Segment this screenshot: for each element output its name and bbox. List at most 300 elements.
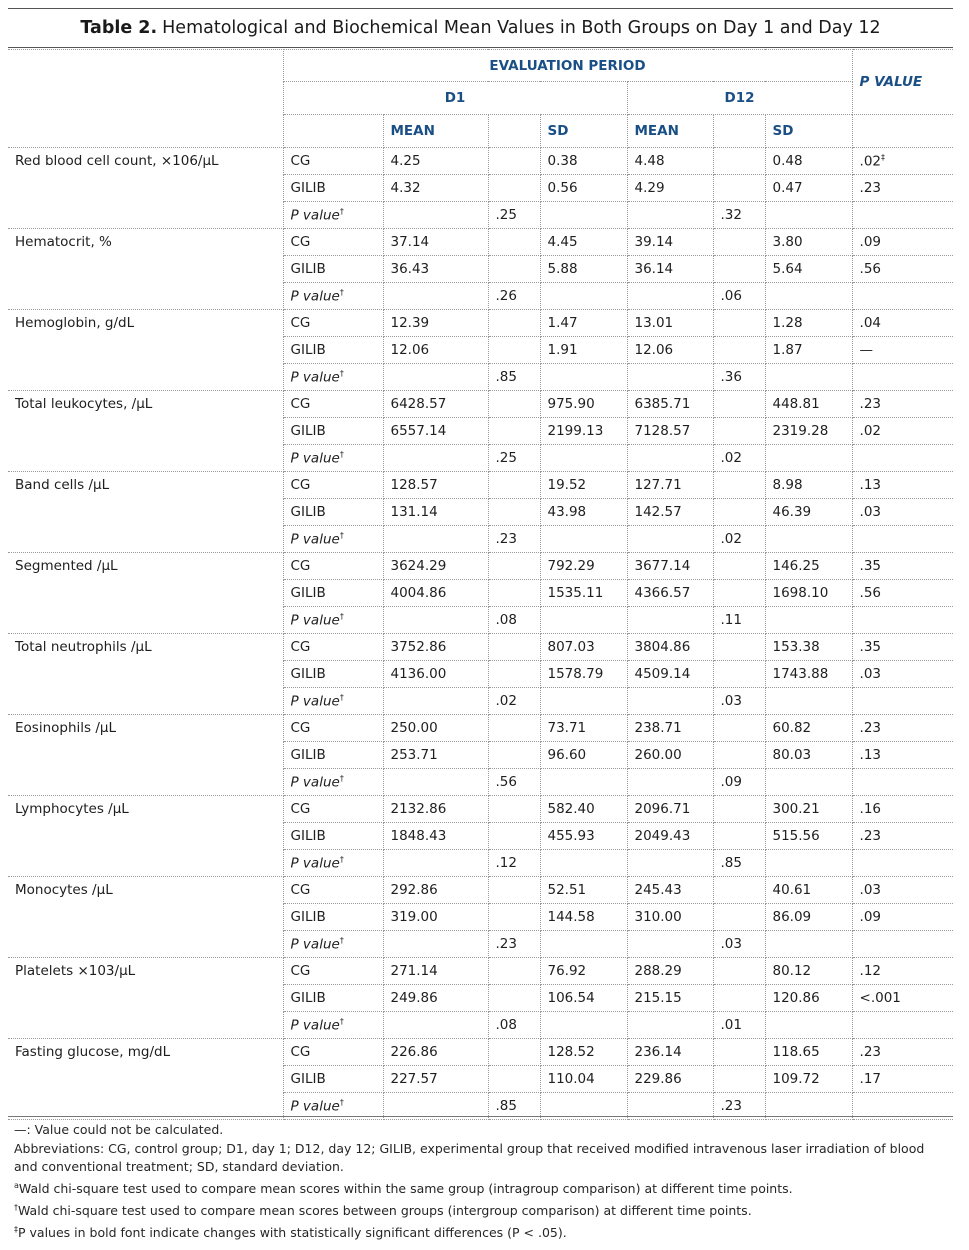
p-value-label-text: P value <box>290 774 340 791</box>
d1-mean-cell <box>383 526 488 553</box>
d1-mean-cell: 128.57 <box>383 472 488 499</box>
d1-between-cell <box>488 1066 540 1093</box>
d1-mean-cell: 12.39 <box>383 310 488 337</box>
measure-blank <box>8 850 283 877</box>
d1-sd-cell: 455.93 <box>540 823 627 850</box>
d12-mean-cell: 260.00 <box>627 742 713 769</box>
group-cell: CG <box>283 148 383 175</box>
d1-sd-cell: 76.92 <box>540 958 627 985</box>
table-row <box>8 472 953 499</box>
p-value-label-text: P value <box>290 207 340 224</box>
measure-blank <box>8 661 283 688</box>
d12-mean-cell: 142.57 <box>627 499 713 526</box>
d1-between-cell <box>488 310 540 337</box>
d1-between-p-value: .08 <box>488 607 540 634</box>
d12-sd-cell <box>765 202 852 229</box>
row-p-value-cell <box>852 445 953 472</box>
d1-between-cell <box>488 391 540 418</box>
d12-between-p-value: .03 <box>713 931 765 958</box>
measure-blank <box>8 283 283 310</box>
measure-blank <box>8 769 283 796</box>
measure-label: Lymphocytes /µL <box>8 796 283 823</box>
d1-sd-cell <box>540 769 627 796</box>
d1-mean-cell: 227.57 <box>383 1066 488 1093</box>
d12-sd-cell <box>765 283 852 310</box>
d12-mean-cell <box>627 1012 713 1039</box>
d1-sd-cell: 19.52 <box>540 472 627 499</box>
d1-mean-cell: 1848.43 <box>383 823 488 850</box>
d1-mean-header: MEAN <box>383 115 488 148</box>
dagger-mark: † <box>339 935 344 945</box>
d12-between-cell <box>713 661 765 688</box>
d12-between-p-value: .02 <box>713 526 765 553</box>
row-p-value-cell: .23 <box>852 715 953 742</box>
table-row <box>8 1012 953 1039</box>
d12-mean-cell: 12.06 <box>627 337 713 364</box>
d12-sd-cell: 120.86 <box>765 985 852 1012</box>
d12-between-cell <box>713 580 765 607</box>
group-cell: GILIB <box>283 580 383 607</box>
group-cell: GILIB <box>283 1066 383 1093</box>
p-value-label <box>283 364 383 391</box>
measure-blank <box>8 580 283 607</box>
measure-blank <box>8 931 283 958</box>
dagger-mark: † <box>339 206 344 216</box>
measure-label: Total neutrophils /µL <box>8 634 283 661</box>
measure-blank <box>8 337 283 364</box>
d12-between-cell <box>713 796 765 823</box>
d1-mean-cell: 3624.29 <box>383 553 488 580</box>
d12-mean-cell: 36.14 <box>627 256 713 283</box>
row-p-value-cell: .16 <box>852 796 953 823</box>
d1-between-cell <box>488 985 540 1012</box>
table-row <box>8 1039 953 1066</box>
row-p-value: .02 <box>859 153 882 170</box>
corner-cell <box>8 50 283 148</box>
measure-blank <box>8 202 283 229</box>
p-value-label-text: P value <box>290 531 340 548</box>
d12-between-cell <box>713 256 765 283</box>
p-value-label-text: P value <box>290 855 340 872</box>
d1-sd-cell: 52.51 <box>540 877 627 904</box>
table-row <box>8 769 953 796</box>
d1-between-cell <box>488 256 540 283</box>
row-p-value-cell <box>852 202 953 229</box>
d1-sd-cell: 4.45 <box>540 229 627 256</box>
row-p-value-cell: — <box>852 337 953 364</box>
d1-sd-cell: 110.04 <box>540 1066 627 1093</box>
d1-sd-cell <box>540 445 627 472</box>
table-row <box>8 364 953 391</box>
measure-blank <box>8 175 283 202</box>
table-row <box>8 661 953 688</box>
d12-mean-cell <box>627 769 713 796</box>
measure-blank <box>8 1012 283 1039</box>
p-value-label <box>283 931 383 958</box>
d12-sd-cell: 1.28 <box>765 310 852 337</box>
d12-between-header <box>713 115 765 148</box>
d12-between-cell <box>713 904 765 931</box>
d1-sd-cell <box>540 364 627 391</box>
table-row <box>8 742 953 769</box>
p-value-label <box>283 202 383 229</box>
d12-between-cell <box>713 418 765 445</box>
table-title <box>8 8 953 48</box>
d1-mean-cell: 292.86 <box>383 877 488 904</box>
d12-sd-cell: 3.80 <box>765 229 852 256</box>
d12-mean-cell: 3804.86 <box>627 634 713 661</box>
d1-between-cell <box>488 661 540 688</box>
d12-mean-cell: 238.71 <box>627 715 713 742</box>
d1-header: D1 <box>283 82 627 115</box>
dagger-mark: † <box>339 530 344 540</box>
dagger-mark: † <box>339 692 344 702</box>
d12-between-p-value: .06 <box>713 283 765 310</box>
d12-mean-cell <box>627 607 713 634</box>
d1-between-p-value: .25 <box>488 202 540 229</box>
row-p-value-cell: .23 <box>852 175 953 202</box>
d1-mean-cell: 12.06 <box>383 337 488 364</box>
d1-between-p-value: .08 <box>488 1012 540 1039</box>
d12-between-p-value: .09 <box>713 769 765 796</box>
d1-mean-cell: 6428.57 <box>383 391 488 418</box>
d12-between-cell <box>713 877 765 904</box>
d12-sd-cell <box>765 769 852 796</box>
measure-label: Red blood cell count, ×106/µL <box>8 148 283 175</box>
d12-mean-cell <box>627 445 713 472</box>
d12-mean-cell: 7128.57 <box>627 418 713 445</box>
d12-sd-cell: 86.09 <box>765 904 852 931</box>
d12-sd-cell: 109.72 <box>765 1066 852 1093</box>
d12-between-cell <box>713 985 765 1012</box>
d12-between-cell <box>713 310 765 337</box>
d12-between-cell <box>713 391 765 418</box>
measure-label: Hemoglobin, g/dL <box>8 310 283 337</box>
d1-sd-cell <box>540 526 627 553</box>
group-cell: CG <box>283 310 383 337</box>
footnote-dash: —: Value could not be calculated. <box>14 1122 224 1137</box>
d12-between-cell <box>713 553 765 580</box>
d12-mean-cell <box>627 931 713 958</box>
d12-between-cell <box>713 1039 765 1066</box>
row-p-value-cell: .09 <box>852 904 953 931</box>
d1-between-p-value: .23 <box>488 931 540 958</box>
d1-mean-cell: 4004.86 <box>383 580 488 607</box>
d1-sd-cell: 5.88 <box>540 256 627 283</box>
d1-sd-cell <box>540 283 627 310</box>
group-cell: CG <box>283 715 383 742</box>
table-row <box>8 148 953 175</box>
d1-mean-cell <box>383 202 488 229</box>
dagger-mark: † <box>339 287 344 297</box>
d12-sd-cell: 118.65 <box>765 1039 852 1066</box>
d12-sd-cell: 1743.88 <box>765 661 852 688</box>
d12-mean-cell: 4366.57 <box>627 580 713 607</box>
table-row <box>8 904 953 931</box>
group-cell: GILIB <box>283 985 383 1012</box>
d1-between-cell <box>488 175 540 202</box>
footnote-dagger: †Wald chi-square test used to compare mean scores between groups (intergroup comparison) at different time points. <box>14 1202 752 1219</box>
d1-between-p-value: .12 <box>488 850 540 877</box>
measure-blank <box>8 607 283 634</box>
measure-blank <box>8 823 283 850</box>
d1-sd-cell: 792.29 <box>540 553 627 580</box>
d12-sd-cell <box>765 364 852 391</box>
d12-mean-cell: 13.01 <box>627 310 713 337</box>
d12-sd-cell <box>765 445 852 472</box>
d1-mean-cell: 6557.14 <box>383 418 488 445</box>
d1-sd-cell: 0.38 <box>540 148 627 175</box>
d1-sd-cell: 73.71 <box>540 715 627 742</box>
measure-blank <box>8 1066 283 1093</box>
row-p-value-cell: .03 <box>852 499 953 526</box>
table-row <box>8 526 953 553</box>
group-cell: GILIB <box>283 742 383 769</box>
double-dagger-mark: ‡ <box>881 152 886 162</box>
table-footnotes <box>14 1121 944 1243</box>
table-row <box>8 553 953 580</box>
d1-mean-cell: 36.43 <box>383 256 488 283</box>
d12-mean-cell: 127.71 <box>627 472 713 499</box>
group-cell: CG <box>283 634 383 661</box>
dagger-mark: † <box>339 611 344 621</box>
d12-mean-cell: 245.43 <box>627 877 713 904</box>
evaluation-period-header: EVALUATION PERIOD <box>283 50 852 82</box>
table-row <box>8 985 953 1012</box>
d1-sd-cell: 2199.13 <box>540 418 627 445</box>
group-cell: GILIB <box>283 823 383 850</box>
d1-mean-cell: 131.14 <box>383 499 488 526</box>
d12-mean-cell: 236.14 <box>627 1039 713 1066</box>
row-p-value-cell: .35 <box>852 634 953 661</box>
table-row <box>8 391 953 418</box>
table-row <box>8 337 953 364</box>
d12-between-p-value: .03 <box>713 688 765 715</box>
row-p-value-cell <box>852 688 953 715</box>
measure-blank <box>8 904 283 931</box>
d1-between-cell <box>488 337 540 364</box>
group-cell: CG <box>283 877 383 904</box>
d12-mean-cell <box>627 850 713 877</box>
group-cell: GILIB <box>283 499 383 526</box>
d1-sd-cell: 582.40 <box>540 796 627 823</box>
table-row <box>8 283 953 310</box>
d1-mean-cell <box>383 607 488 634</box>
p-value-label-text: P value <box>290 369 340 386</box>
d12-mean-cell: 3677.14 <box>627 553 713 580</box>
table-row <box>8 202 953 229</box>
p-value-header: P VALUE <box>852 50 953 115</box>
d12-between-cell <box>713 823 765 850</box>
measure-blank <box>8 499 283 526</box>
dagger-mark: † <box>339 449 344 459</box>
d12-between-cell <box>713 148 765 175</box>
d12-sd-cell <box>765 931 852 958</box>
table-row <box>8 850 953 877</box>
row-p-value-cell: .56 <box>852 256 953 283</box>
d12-sd-cell: 60.82 <box>765 715 852 742</box>
table-row <box>8 796 953 823</box>
table-row <box>8 688 953 715</box>
d1-between-cell <box>488 715 540 742</box>
d12-between-cell <box>713 175 765 202</box>
measure-label: Fasting glucose, mg/dL <box>8 1039 283 1066</box>
d1-mean-cell: 2132.86 <box>383 796 488 823</box>
row-p-value-cell: .23 <box>852 1039 953 1066</box>
d12-mean-cell <box>627 688 713 715</box>
row-p-value-cell <box>852 1012 953 1039</box>
row-p-value-cell <box>852 607 953 634</box>
d1-mean-cell <box>383 445 488 472</box>
d12-header: D12 <box>627 82 852 115</box>
d1-between-cell <box>488 742 540 769</box>
d12-mean-cell: 39.14 <box>627 229 713 256</box>
d12-mean-cell <box>627 364 713 391</box>
measure-blank <box>8 526 283 553</box>
d12-between-cell <box>713 742 765 769</box>
d1-sd-cell: 807.03 <box>540 634 627 661</box>
table-row <box>8 931 953 958</box>
table-row <box>8 1066 953 1093</box>
group-cell: GILIB <box>283 661 383 688</box>
d1-sd-cell: 1.47 <box>540 310 627 337</box>
table-row <box>8 229 953 256</box>
d12-sd-cell: 8.98 <box>765 472 852 499</box>
p-value-label-text: P value <box>290 1017 340 1034</box>
d12-mean-cell: 2096.71 <box>627 796 713 823</box>
table-row <box>8 499 953 526</box>
d12-between-cell <box>713 715 765 742</box>
table-row <box>8 823 953 850</box>
d1-mean-cell <box>383 931 488 958</box>
d12-between-cell <box>713 1066 765 1093</box>
d1-sd-cell <box>540 202 627 229</box>
d1-between-p-value: .25 <box>488 445 540 472</box>
row-p-value-cell <box>852 148 953 175</box>
d12-sd-cell: 1698.10 <box>765 580 852 607</box>
measure-blank <box>8 742 283 769</box>
dagger-mark: † <box>339 854 344 864</box>
d12-sd-cell: 515.56 <box>765 823 852 850</box>
d12-mean-cell: 4.48 <box>627 148 713 175</box>
table-row <box>8 634 953 661</box>
table-row <box>8 607 953 634</box>
d1-between-header <box>488 115 540 148</box>
p-value-label <box>283 769 383 796</box>
d12-between-cell <box>713 958 765 985</box>
d12-sd-cell <box>765 607 852 634</box>
row-p-value-cell: <.001 <box>852 985 953 1012</box>
row-p-value-cell <box>852 850 953 877</box>
d12-between-p-value: .01 <box>713 1012 765 1039</box>
dagger-mark: † <box>339 1016 344 1026</box>
group-cell: CG <box>283 796 383 823</box>
d1-sd-cell: 144.58 <box>540 904 627 931</box>
d12-sd-cell <box>765 850 852 877</box>
row-p-value-cell <box>852 769 953 796</box>
p-value-label <box>283 445 383 472</box>
measure-blank <box>8 985 283 1012</box>
group-cell: CG <box>283 958 383 985</box>
row-p-value-cell: .03 <box>852 877 953 904</box>
measure-label: Monocytes /µL <box>8 877 283 904</box>
d1-between-cell <box>488 796 540 823</box>
d1-between-cell <box>488 1039 540 1066</box>
group-cell: CG <box>283 229 383 256</box>
table-row <box>8 580 953 607</box>
d1-mean-cell: 226.86 <box>383 1039 488 1066</box>
d12-mean-cell: 4.29 <box>627 175 713 202</box>
d1-mean-cell: 249.86 <box>383 985 488 1012</box>
p-value-label <box>283 688 383 715</box>
measure-label: Eosinophils /µL <box>8 715 283 742</box>
d12-sd-cell: 153.38 <box>765 634 852 661</box>
d1-between-cell <box>488 904 540 931</box>
d1-mean-cell <box>383 850 488 877</box>
row-p-value-cell <box>852 364 953 391</box>
group-cell: CG <box>283 472 383 499</box>
row-p-value-cell: .23 <box>852 823 953 850</box>
d1-mean-cell: 4.25 <box>383 148 488 175</box>
d1-between-p-value: .02 <box>488 688 540 715</box>
d1-between-cell <box>488 229 540 256</box>
d12-sd-cell: 300.21 <box>765 796 852 823</box>
dagger-mark: † <box>339 773 344 783</box>
data-table <box>8 49 953 1120</box>
p-value-label <box>283 526 383 553</box>
d1-mean-cell: 4.32 <box>383 175 488 202</box>
table-row <box>8 310 953 337</box>
d1-mean-cell <box>383 688 488 715</box>
d1-mean-cell <box>383 1012 488 1039</box>
d12-sd-cell: 2319.28 <box>765 418 852 445</box>
measure-blank <box>8 688 283 715</box>
d12-between-p-value: .23 <box>713 1093 765 1120</box>
d12-between-p-value: .32 <box>713 202 765 229</box>
row-p-value-cell <box>852 526 953 553</box>
d12-sd-cell: 5.64 <box>765 256 852 283</box>
footer-rule <box>8 1116 953 1117</box>
d12-between-cell <box>713 337 765 364</box>
row-p-value-cell: .35 <box>852 553 953 580</box>
measure-label: Platelets ×103/µL <box>8 958 283 985</box>
d12-between-p-value: .02 <box>713 445 765 472</box>
measure-label: Hematocrit, % <box>8 229 283 256</box>
group-cell: CG <box>283 391 383 418</box>
p-value-label-text: P value <box>290 693 340 710</box>
d1-mean-cell <box>383 283 488 310</box>
table-row <box>8 958 953 985</box>
d1-between-cell <box>488 472 540 499</box>
d1-between-cell <box>488 823 540 850</box>
row-p-value-cell: .03 <box>852 661 953 688</box>
d1-sd-cell: 1535.11 <box>540 580 627 607</box>
d12-between-cell <box>713 229 765 256</box>
dagger-mark: † <box>339 368 344 378</box>
d12-sd-header: SD <box>765 115 852 148</box>
table-row <box>8 175 953 202</box>
d1-mean-cell: 271.14 <box>383 958 488 985</box>
table-body <box>8 148 953 1120</box>
d1-sd-cell: 96.60 <box>540 742 627 769</box>
d1-between-p-value: .26 <box>488 283 540 310</box>
p-value-label-text: P value <box>290 1098 340 1115</box>
d1-sd-cell: 975.90 <box>540 391 627 418</box>
d12-mean-cell: 310.00 <box>627 904 713 931</box>
measure-blank <box>8 445 283 472</box>
table-row <box>8 877 953 904</box>
row-p-value-cell: .02 <box>852 418 953 445</box>
